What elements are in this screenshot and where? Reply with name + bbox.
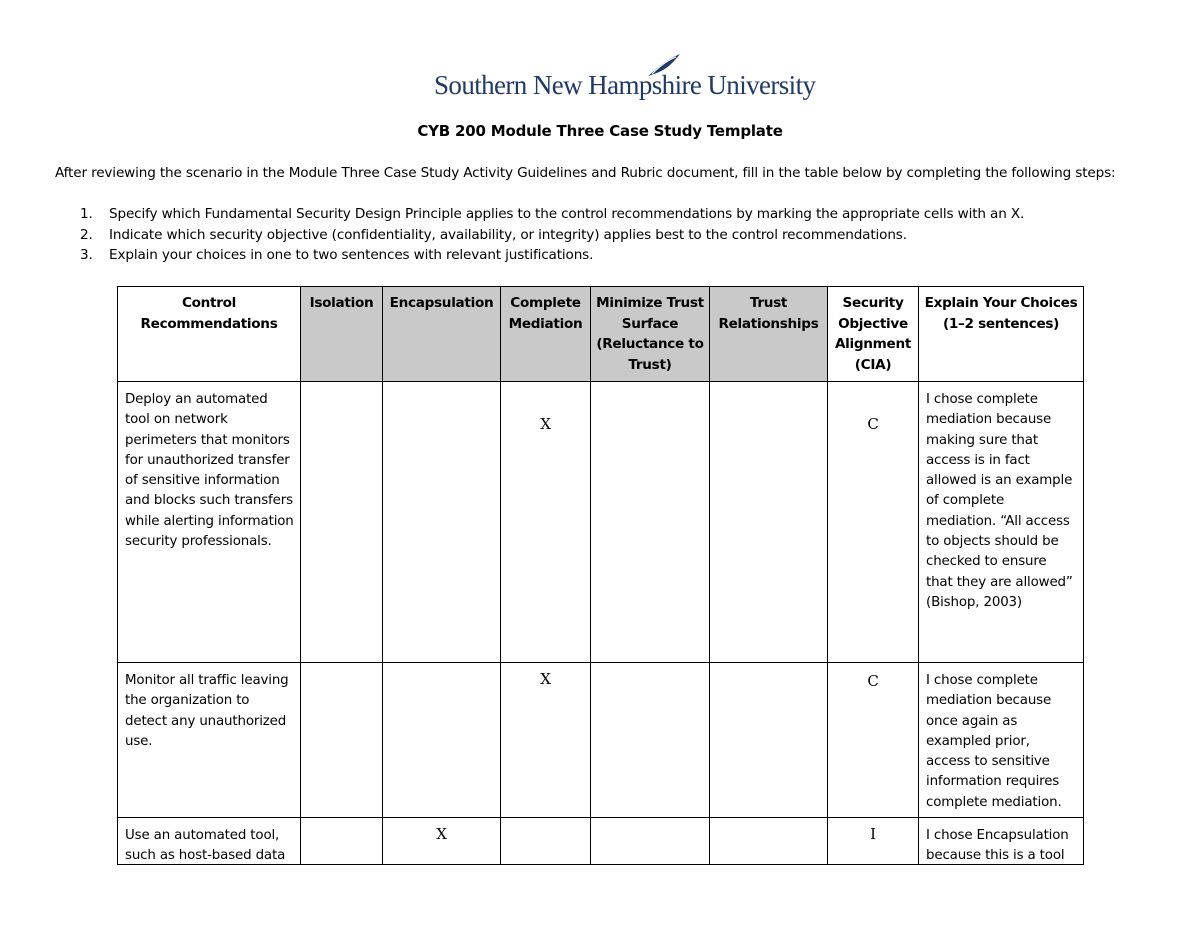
explain-choices-text: I chose Encapsulation because this is a tool — [926, 828, 1069, 864]
case-study-table — [117, 286, 1084, 865]
intro-paragraph: After reviewing the scenario in the Module Three Case Study Activity Guidelines and Rubric document, fill in the table below by completing the following steps: — [55, 165, 1116, 181]
header-trust-relationships: Trust Relationships — [710, 287, 828, 382]
header-row — [118, 287, 1084, 382]
trust-relationships-cell — [710, 382, 828, 663]
trust-relationships-cell — [710, 818, 828, 865]
university-name: Southern New Hampshire University — [434, 70, 816, 100]
explain-choices-cell — [919, 818, 1084, 865]
trust-relationships-cell — [710, 663, 828, 818]
header-security-objective: Security Objective Alignment (CIA) — [828, 287, 919, 382]
complete-mediation-cell: X — [501, 663, 591, 818]
isolation-cell — [301, 818, 383, 865]
header-minimize-trust-surface: Minimize Trust Surface (Reluctance to Trust) — [591, 287, 710, 382]
complete-mediation-cell — [501, 818, 591, 865]
table-row — [118, 382, 1084, 663]
header-complete-mediation: Complete Mediation — [501, 287, 591, 382]
table-row — [118, 663, 1084, 818]
control-recommendation-text: Use an automated tool, such as host-based data — [125, 828, 286, 864]
control-recommendation-cell — [118, 818, 301, 865]
table-row — [118, 818, 1084, 865]
isolation-cell — [301, 382, 383, 663]
minimize-trust-cell — [591, 663, 710, 818]
step-item: 2. Indicate which security objective (confidentiality, availability, or integrity) applies best to the control recommendations. — [80, 226, 907, 243]
control-recommendation-cell: Monitor all traffic leaving the organization to detect any unauthorized use. — [118, 663, 301, 818]
document-title: CYB 200 Module Three Case Study Template — [417, 122, 783, 140]
security-objective-cell: C — [828, 663, 919, 818]
steps-list — [80, 206, 1024, 268]
explain-choices-cell: I chose complete mediation because making sure that access is in fact allowed is an example of complete mediation. “All access to objects should be checked to ensure that they are allowed” (Bishop, 2003) — [919, 382, 1084, 663]
step-item: 3. Explain your choices in one to two sentences with relevant justifications. — [80, 247, 594, 263]
encapsulation-cell: X — [383, 818, 501, 865]
isolation-cell — [301, 663, 383, 818]
minimize-trust-cell — [591, 382, 710, 663]
header-control-recommendations: Control Recommendations — [118, 287, 301, 382]
university-logo — [434, 52, 816, 108]
header-encapsulation: Encapsulation — [383, 287, 501, 382]
control-recommendation-cell: Deploy an automated tool on network perimeters that monitors for unauthorized transfer of sensitive information and blocks such transfers while alerting information security professionals. — [118, 382, 301, 663]
header-isolation: Isolation — [301, 287, 383, 382]
explain-choices-cell: I chose complete mediation because once again as exampled prior, access to sensitive information requires complete mediation. — [919, 663, 1084, 818]
encapsulation-cell — [383, 663, 501, 818]
header-explain-choices: Explain Your Choices (1–2 sentences) — [919, 287, 1084, 382]
security-objective-cell: I — [828, 818, 919, 865]
step-item: 1. Specify which Fundamental Security Design Principle applies to the control recommendations by marking the appropriate cells with an X. — [80, 206, 1025, 222]
encapsulation-cell — [383, 382, 501, 663]
complete-mediation-cell: X — [501, 382, 591, 663]
security-objective-cell: C — [828, 382, 919, 663]
minimize-trust-cell — [591, 818, 710, 865]
